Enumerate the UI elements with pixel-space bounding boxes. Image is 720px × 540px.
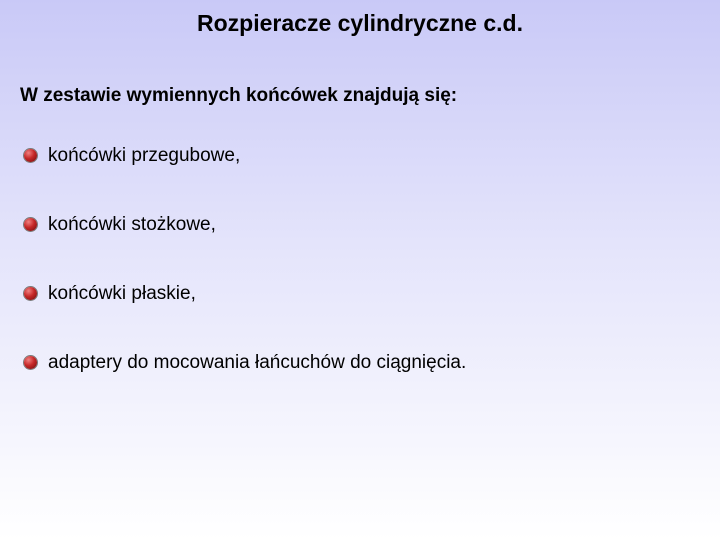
- slide-title: Rozpieracze cylindryczne c.d.: [197, 10, 523, 36]
- round-bullet-icon: [24, 287, 37, 300]
- list-item: [24, 276, 466, 311]
- list-item: [24, 345, 466, 380]
- bullet-list: [24, 138, 466, 414]
- round-bullet-icon: [24, 356, 37, 369]
- bullet-text: adaptery do mocowania łańcuchów do ciągnięcia.: [48, 351, 467, 373]
- round-bullet-icon: [24, 149, 37, 162]
- bullet-text: końcówki stożkowe,: [48, 213, 216, 235]
- list-item: [24, 207, 466, 242]
- round-bullet-icon: [24, 218, 37, 231]
- bullet-text: końcówki płaskie,: [48, 282, 196, 304]
- bullet-text: końcówki przegubowe,: [48, 144, 241, 166]
- slide-subtitle: W zestawie wymiennych końcówek znajdują się:: [20, 85, 458, 106]
- list-item: [24, 138, 466, 173]
